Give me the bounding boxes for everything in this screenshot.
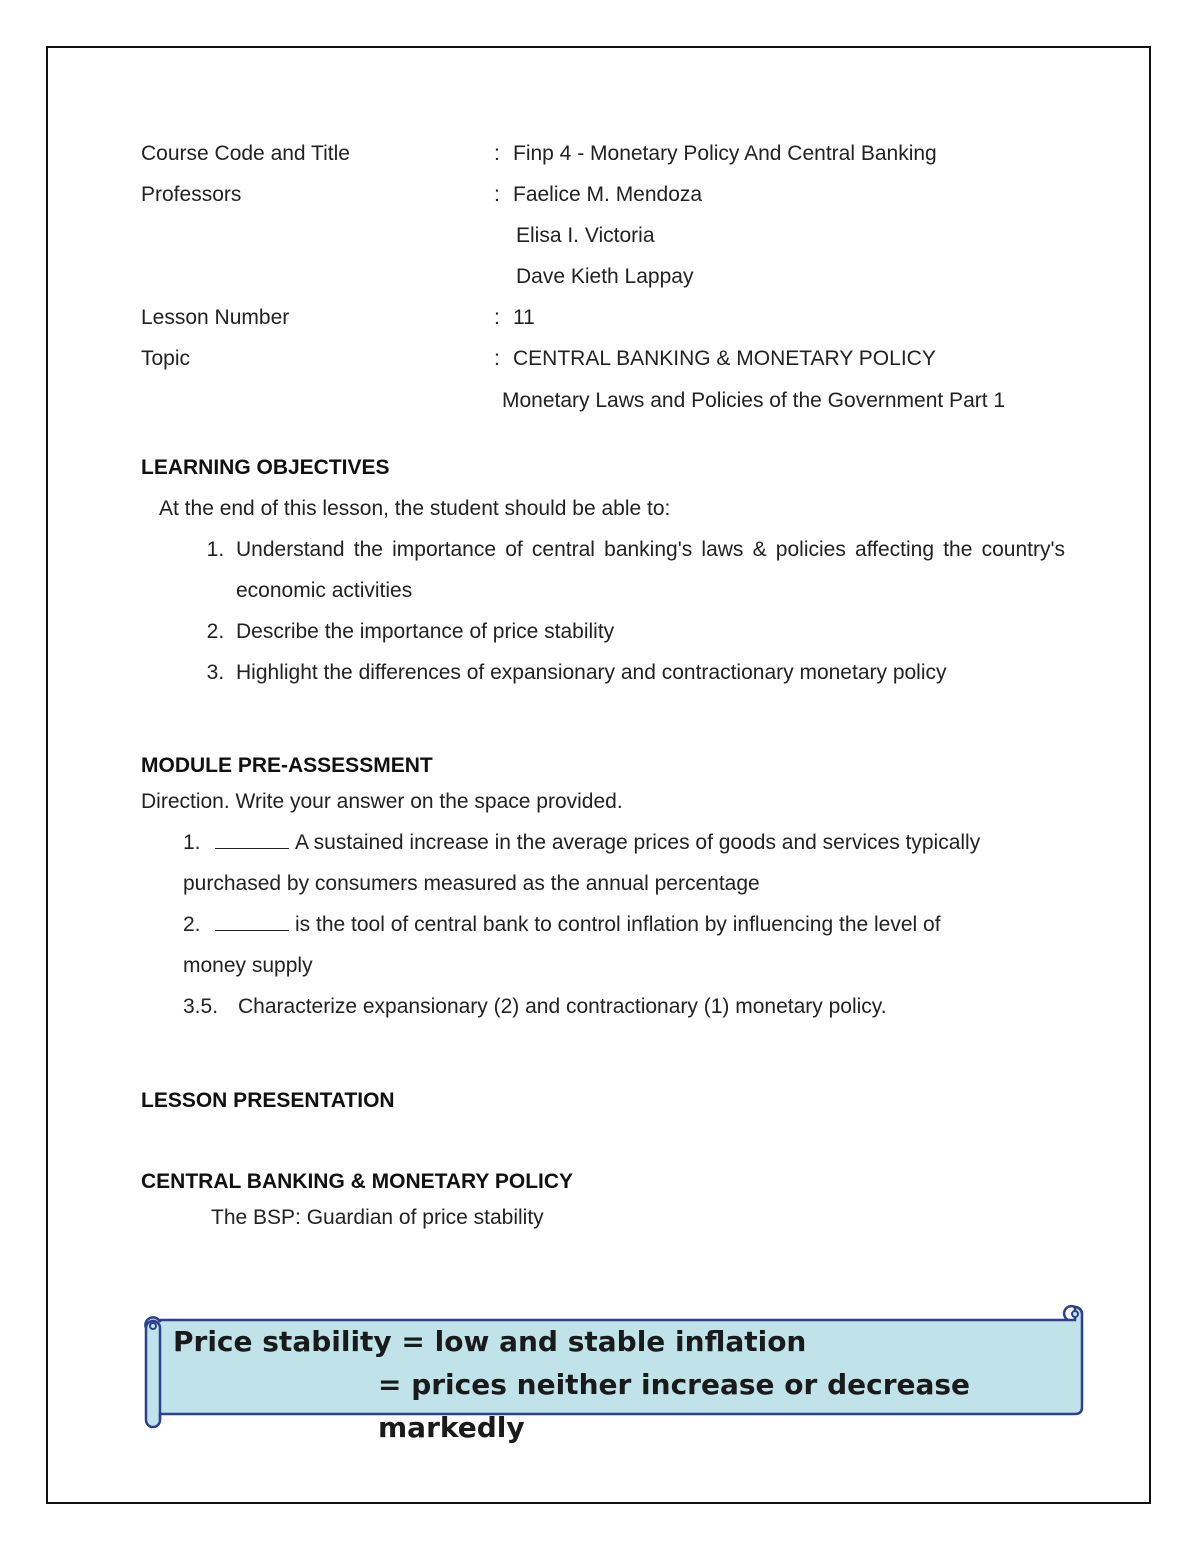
professor-name: Faelice M. Mendoza	[513, 183, 703, 206]
objectives-heading: LEARNING OBJECTIVES	[141, 456, 390, 479]
answer-blank	[215, 914, 289, 931]
question-text: is the tool of central bank to control inflation by influencing the level of	[295, 913, 941, 936]
topic-subtitle: Monetary Laws and Policies of the Government Part 1	[502, 389, 1006, 412]
banner-line-1: Price stability = low and stable inflation	[173, 1325, 807, 1358]
lesson-value: 11	[513, 306, 535, 329]
question-number: 3.5.	[183, 995, 219, 1018]
question-2	[141, 904, 1065, 945]
professors-label: Professors	[141, 183, 242, 206]
professor-name: Elisa I. Victoria	[516, 224, 655, 247]
objectives-list	[141, 529, 1065, 693]
list-item: 2. Describe the importance of price stability	[230, 611, 1065, 652]
lesson-row	[141, 302, 1065, 343]
objectives-intro: At the end of this lesson, the student should be able to:	[159, 497, 671, 520]
banner-line-2: = prices neither increase or decrease markedly	[378, 1368, 971, 1444]
document-body	[141, 138, 1065, 1238]
lesson-label: Lesson Number	[141, 306, 290, 329]
price-stability-banner	[140, 1302, 1090, 1444]
topic-label: Topic	[141, 347, 191, 370]
question-text: A sustained increase in the average prices of goods and services typically	[295, 831, 981, 854]
colon: :	[494, 306, 500, 329]
lesson-subheading: CENTRAL BANKING & MONETARY POLICY	[141, 1170, 574, 1193]
lesson-heading: LESSON PRESENTATION	[141, 1089, 395, 1112]
lesson-subtitle: The BSP: Guardian of price stability	[211, 1206, 544, 1229]
course-label: Course Code and Title	[141, 142, 350, 165]
professor-name: Dave Kieth Lappay	[516, 265, 694, 288]
question-text: Characterize expansionary (2) and contractionary (1) monetary policy.	[238, 995, 887, 1018]
question-3	[141, 986, 1065, 1027]
list-item: 1. Understand the importance of central banking's laws & policies affecting the country's economic activities	[230, 529, 1065, 611]
question-1-cont: purchased by consumers measured as the annual percentage	[183, 872, 760, 895]
question-1	[141, 822, 1065, 863]
colon: :	[494, 142, 500, 165]
question-number: 2.	[183, 913, 201, 936]
colon: :	[494, 347, 500, 370]
colon: :	[494, 183, 500, 206]
list-item: 3. Highlight the differences of expansionary and contractionary monetary policy	[230, 652, 1065, 693]
course-row	[141, 138, 1065, 179]
question-number: 1.	[183, 831, 201, 854]
professors-row-3	[141, 261, 1065, 302]
assessment-heading: MODULE PRE-ASSESSMENT	[141, 754, 433, 777]
topic-row	[141, 343, 1065, 384]
question-2-cont: money supply	[183, 954, 313, 977]
assessment-direction: Direction. Write your answer on the space provided.	[141, 790, 623, 813]
professors-row	[141, 179, 1065, 220]
professors-row-2	[141, 220, 1065, 261]
answer-blank	[215, 832, 289, 849]
banner-text	[173, 1320, 1073, 1449]
course-value: Finp 4 - Monetary Policy And Central Banking	[513, 142, 937, 165]
topic-value: CENTRAL BANKING & MONETARY POLICY	[513, 347, 936, 370]
